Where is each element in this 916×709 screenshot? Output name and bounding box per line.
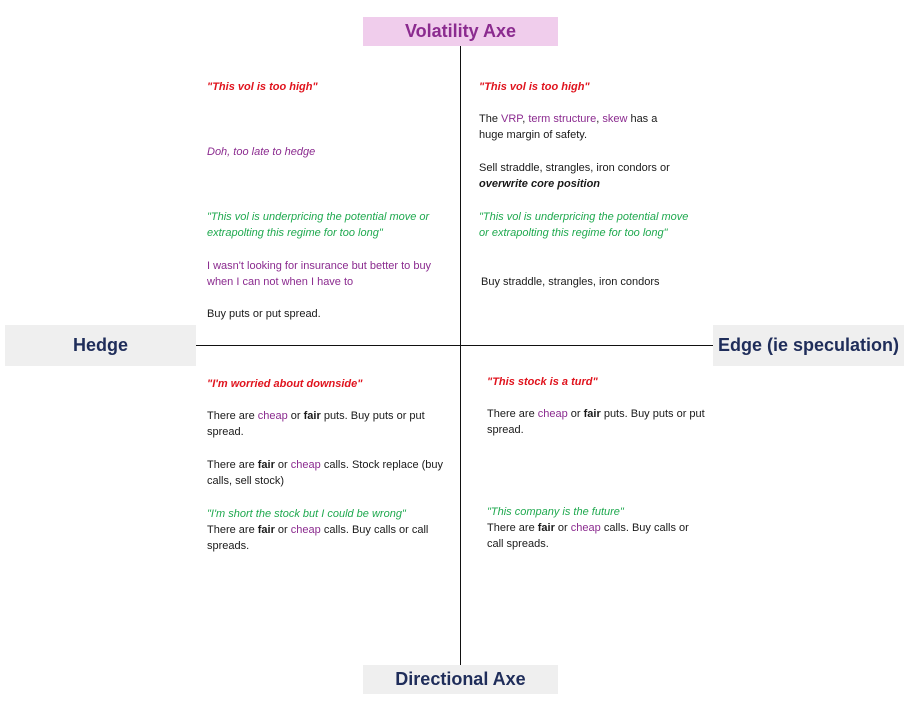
bl-paragraph-calls: There are fair or cheap calls. Buy calls or call spreads.: [207, 524, 429, 552]
br-paragraph-puts: There are cheap or fair puts. Buy puts or put spread.: [487, 408, 705, 436]
tl-quote-underpricing: "This vol is underpricing the potential move or extrapolting this regime for too long": [207, 211, 430, 239]
tr-quote-vol-high: "This vol is too high": [479, 81, 590, 93]
tl-note-too-late: Doh, too late to hedge: [207, 146, 316, 158]
tr-quote-underpricing: "This vol is underpricing the potential move or extrapolting this regime for too long": [479, 211, 689, 239]
overwrite-core-position: overwrite core position: [479, 178, 601, 190]
br-quote-future: "This company is the future": [487, 506, 624, 518]
tl-note-insurance: I wasn't looking for insurance but better to buy when I can not when I have to: [207, 260, 432, 288]
skew-term: skew: [602, 113, 628, 125]
hedge-label: Hedge: [5, 325, 196, 366]
volatility-axe-label: Volatility Axe: [363, 17, 558, 46]
bl-paragraph-stock-replace: There are fair or cheap calls. Stock replace (buy calls, sell stock): [207, 459, 444, 487]
tr-action: Buy straddle, strangles, iron condors: [481, 276, 660, 288]
br-quote-turd: "This stock is a turd": [487, 376, 598, 388]
vrp-term: VRP: [501, 113, 523, 125]
directional-axe-label: Directional Axe: [363, 665, 558, 694]
tl-quote-vol-high: "This vol is too high": [207, 81, 318, 93]
edge-label: Edge (ie speculation): [713, 325, 904, 366]
tl-action: Buy puts or put spread.: [207, 308, 321, 320]
tr-paragraph-vrp: The VRP, term structure, skew has a huge margin of safety.: [479, 113, 658, 141]
term-structure-term: term structure: [528, 113, 597, 125]
vertical-axis-line: [460, 44, 461, 665]
bl-paragraph-puts: There are cheap or fair puts. Buy puts or put spread.: [207, 410, 425, 438]
bl-quote-short-stock: "I'm short the stock but I could be wrong": [207, 508, 406, 520]
br-paragraph-calls: There are fair or cheap calls. Buy calls or call spreads.: [487, 522, 689, 550]
horizontal-axis-line: [195, 345, 713, 346]
tr-paragraph-sell: Sell straddle, strangles, iron condors or overwrite core position: [479, 162, 670, 190]
bl-quote-downside: "I'm worried about downside": [207, 378, 363, 390]
